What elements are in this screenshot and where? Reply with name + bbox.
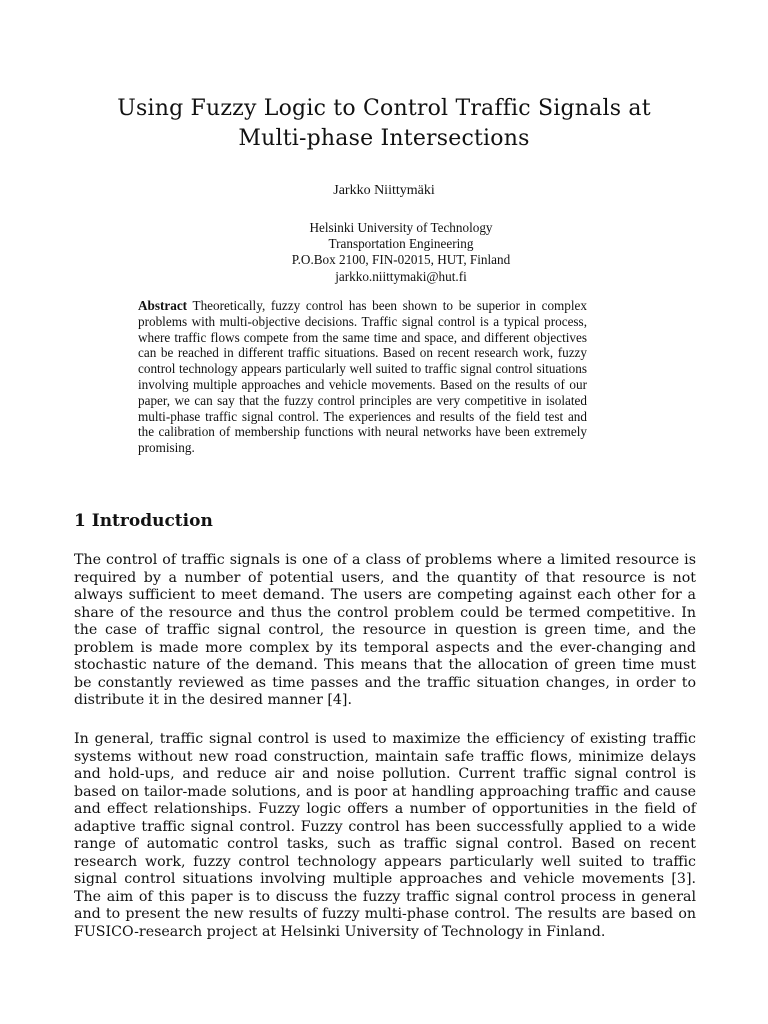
affiliation-email: jarkko.niittymaki@hut.fi [335, 268, 467, 284]
title-line-2: Multi-phase Intersections [238, 126, 530, 151]
author-name: Jarkko Niittymäki [333, 183, 435, 198]
intro-paragraph-2: In general, traffic signal control is used to maximize the efficiency of existing traffic systems without new road construction, maintain safe traffic flows, minimize delays and hold-ups, and reduce air and noise pollution. Current traffic signal control is based on tailor-made solutions, and is poor at handling approaching traffic and cause and effect relationships. Fuzzy logic offers a number of opportunities in the field of adaptive traffic signal control. Fuzzy control has been successfully applied to a wide range of automatic control tasks, such as traffic signal control. Based on recent research work, fuzzy control technology appears particularly well suited to traffic signal control situations involving multiple approaches and vehicle movements [3]. The aim of this paper is to discuss the fuzzy traffic signal control process in general and to present the new results of fuzzy multi-phase control. The results are based on FUSICO-research project at Helsinki University of Technology in Finland. [74, 731, 696, 940]
affiliation-department: Transportation Engineering [328, 236, 474, 252]
affiliation-university: Helsinki University of Technology [309, 220, 493, 235]
affiliation-address: P.O.Box 2100, FIN-02015, HUT, Finland [291, 252, 511, 268]
section-heading-introduction: 1 Introduction [74, 511, 213, 531]
abstract-text: Theoretically, fuzzy control has been shown to be superior in complex problems with multi-objective decisions. Traffic signal control is a typical process, where traffic flows compete from the same time and space, and different objectives can be reached in different traffic situations. Based on recent research work, fuzzy control technology appears particularly well suited to traffic signal control situations involving multiple approaches and vehicle movements. Based on the results of our paper, we can say that the fuzzy control principles are very competitive in isolated multi-phase traffic signal control. The experiences and results of the field test and the calibration of membership functions with neural networks have been extremely promising. [138, 298, 588, 456]
title-line-1: Using Fuzzy Logic to Control Traffic Signals at [117, 96, 651, 121]
affiliation-block [0, 220, 768, 285]
abstract [138, 298, 587, 456]
abstract-label: Abstract [138, 298, 188, 313]
paper-title [60, 94, 708, 154]
intro-paragraph-1: The control of traffic signals is one of a class of problems where a limited resource is required by a number of potential users, and the quantity of that resource is not always sufficient to meet demand. The users are competing against each other for a share of the resource and thus the control problem could be termed competitive. In the case of traffic signal control, the resource in question is green time, and the problem is made more complex by its temporal aspects and the ever-changing and stochastic nature of the demand. This means that the allocation of green time must be constantly reviewed as time passes and the traffic situation changes, in order to distribute it in the desired manner [4]. [74, 552, 696, 708]
